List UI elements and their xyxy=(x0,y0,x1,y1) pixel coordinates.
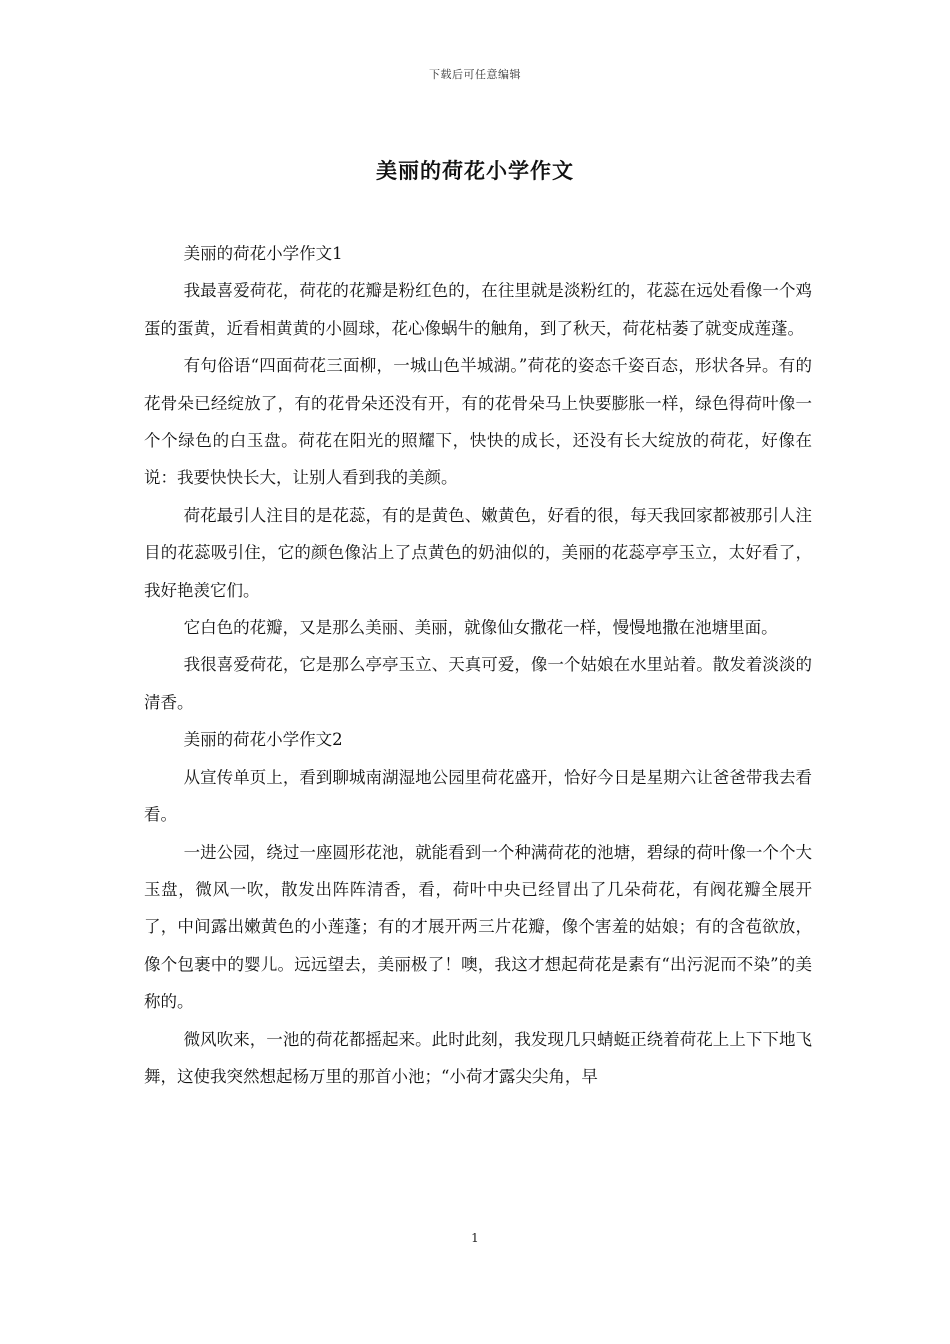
paragraph: 我最喜爱荷花，荷花的花瓣是粉红色的，在往里就是淡粉红的，花蕊在远处看像一个鸡蛋的蛋黄，近看相黄黄的小圆球，花心像蜗牛的触角，到了秋天，荷花枯萎了就变成莲蓬。 xyxy=(144,281,812,338)
paragraph: 从宣传单页上，看到聊城南湖湿地公园里荷花盛开，恰好今日是星期六让爸爸带我去看看。 xyxy=(144,767,812,825)
paragraph: 我很喜爱荷花，它是那么亭亭玉立、天真可爱，像一个姑娘在水里站着。散发着淡淡的清香。 xyxy=(144,655,812,712)
document-body xyxy=(144,235,812,1095)
paragraph: 有句俗语“四面荷花三面柳，一城山色半城湖。”荷花的姿态千姿百态，形状各异。有的花骨朵已经绽放了，有的花骨朵还没有开，有的花骨朵马上快要膨胀一样，绿色得荷叶像一个个绿色的白玉盘。荷花在阳光的照耀下，快快的成长，还没有长大绽放的荷花，好像在说：我要快快长大，让别人看到我的美颜。 xyxy=(144,356,812,488)
paragraph: 它白色的花瓣，又是那么美丽、美丽，就像仙女撒花一样，慢慢地撒在池塘里面。 xyxy=(183,618,778,638)
paragraph: 微风吹来，一池的荷花都摇起来。此时此刻，我发现几只蜻蜓正绕着荷花上上下下地飞舞，这使我突然想起杨万里的那首小池；“小荷才露尖尖角，早 xyxy=(144,1029,812,1086)
section-heading-2: 美丽的荷花小学作文2 xyxy=(183,730,343,750)
document-title: 美丽的荷花小学作文 xyxy=(376,158,574,183)
page-header-note: 下载后可任意编辑 xyxy=(429,68,521,81)
page-number: 1 xyxy=(471,1231,479,1245)
paragraph: 一进公园，绕过一座圆形花池，就能看到一个种满荷花的池塘，碧绿的荷叶像一个个大玉盘，微风一吹，散发出阵阵清香，看，荷叶中央已经冒出了几朵荷花，有阀花瓣全展开了，中间露出嫩黄色的小莲蓬；有的才展开两三片花瓣，像个害羞的姑娘；有的含苞欲放，像个包裹中的婴儿。远远望去，美丽极了！噢，我这才想起荷花是素有“出污泥而不染”的美称的。 xyxy=(144,842,812,1012)
paragraph: 荷花最引人注目的是花蕊，有的是黄色、嫩黄色，好看的很，每天我回家都被那引人注目的花蕊吸引住，它的颜色像沾上了点黄色的奶油似的，美丽的花蕊亭亭玉立，太好看了，我好艳羡它们。 xyxy=(144,505,812,600)
section-heading-1: 美丽的荷花小学作文1 xyxy=(183,244,343,263)
